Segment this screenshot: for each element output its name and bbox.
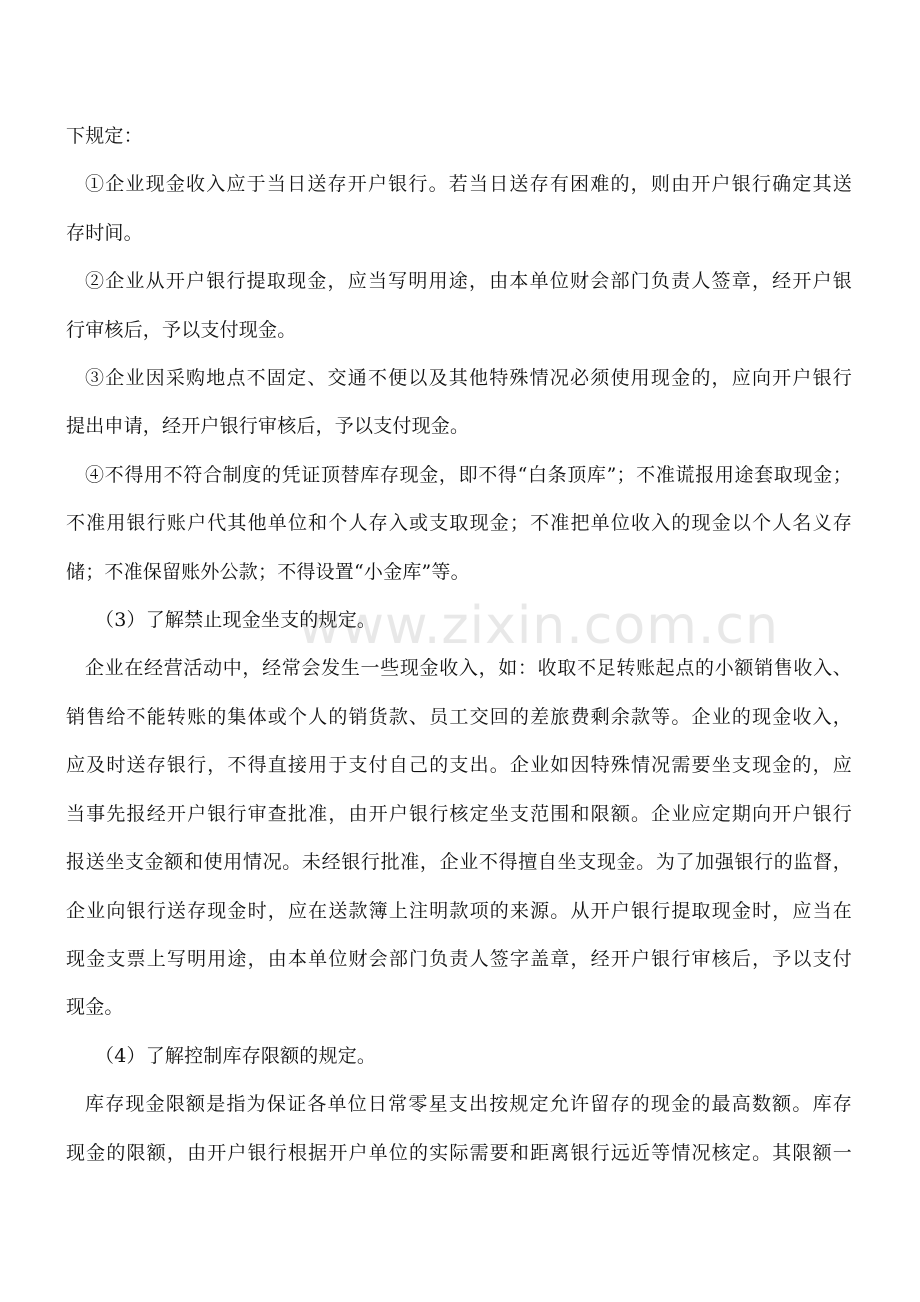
text-line: ④不得用不符合制度的凭证顶替库存现金，即不得“白条顶库”；不准谎报用途套取现金； (85, 463, 852, 486)
text-line: 不准用银行账户代其他单位和个人存入或支取现金；不准把单位收入的现金以个人名义存 (66, 512, 852, 535)
text-line: （4）了解控制库存限额的规定。 (95, 1044, 377, 1067)
text-line: 应及时送存银行，不得直接用于支付自己的支出。企业如因特殊情况需要坐支现金的，应 (66, 754, 852, 777)
text-line: 存时间。 (66, 221, 143, 244)
text-line: 销售给不能转账的集体或个人的销货款、员工交回的差旅费剩余款等。企业的现金收入， (66, 705, 852, 728)
text-line: 储；不准保留账外公款；不得设置“小金库”等。 (66, 560, 470, 583)
text-line: 提出申请，经开户银行审核后，予以支付现金。 (66, 415, 470, 438)
text-line: 库存现金限额是指为保证各单位日常零星支出按规定允许留存的现金的最高数额。库存 (85, 1093, 852, 1116)
text-line: 下规定： (66, 125, 143, 147)
text-line: 报送坐支金额和使用情况。未经银行批准，企业不得擅自坐支现金。为了加强银行的监督， (66, 851, 852, 874)
text-line: 现金。 (66, 996, 124, 1019)
text-line: （3）了解禁止现金坐支的规定。 (95, 609, 377, 632)
text-line: ③企业因采购地点不固定、交通不便以及其他特殊情况必须使用现金的，应向开户银行 (85, 367, 852, 390)
text-line: 现金的限额，由开户银行根据开户单位的实际需要和距离银行远近等情况核定。其限额一 (66, 1141, 852, 1164)
text-line: 行审核后，予以支付现金。 (66, 318, 297, 341)
text-line: ①企业现金收入应于当日送存开户银行。若当日送存有困难的，则由开户银行确定其送 (85, 173, 852, 196)
text-line: 当事先报经开户银行审查批准，由开户银行核定坐支范围和限额。企业应定期向开户银行 (66, 802, 852, 825)
document-body (66, 112, 852, 1177)
watermark-text: www.zixin.com.cn (298, 596, 779, 656)
text-line: 现金支票上写明用途，由本单位财会部门负责人签字盖章，经开户银行审核后，予以支付 (66, 947, 852, 970)
text-line: 企业向银行送存现金时，应在送款簿上注明款项的来源。从开户银行提取现金时，应当在 (66, 899, 852, 922)
text-line: ②企业从开户银行提取现金，应当写明用途，由本单位财会部门负责人签章，经开户银 (85, 270, 852, 293)
text-line: 企业在经营活动中，经常会发生一些现金收入，如：收取不足转账起点的小额销售收入、 (85, 657, 852, 680)
